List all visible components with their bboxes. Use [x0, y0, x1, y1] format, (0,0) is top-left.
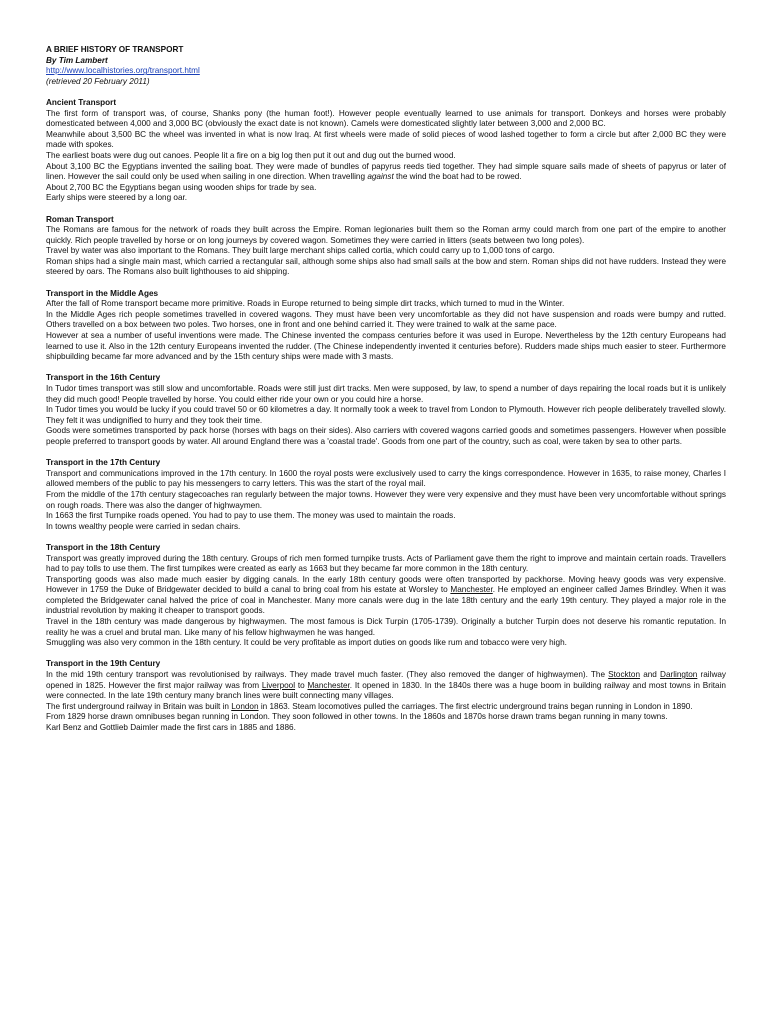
section-17th-century [46, 458, 726, 532]
paragraph: About 2,700 BC the Egyptians began using wooden ships for trade by sea. [46, 182, 317, 192]
paragraph: Transport and communications improved in the 17th century. In 1600 the royal posts were exclusively used to carry the kings correspondence. However in 1635, to raise money, Charles I allowed members of the public to pay his messengers to carry letters. This was the start of the royal mail. [46, 468, 726, 489]
document-title: A BRIEF HISTORY OF TRANSPORT [46, 45, 184, 54]
paragraph: From the middle of the 17th century stagecoaches ran regularly between the major towns. However they were very expensive and they must have been very uncomfortable without springs on rough roads. There was also the danger of highwaymen. [46, 489, 726, 510]
paragraph: From 1829 horse drawn omnibuses began running in London. They soon followed in other towns. In the 1860s and 1870s horse drawn trams began running in many towns. [46, 712, 668, 722]
paragraph: After the fall of Rome transport became more primitive. Roads in Europe returned to being simple dirt tracks, which turned to mud in the Winter. [46, 299, 565, 309]
section-heading: Roman Transport [46, 214, 114, 224]
retrieved-date: (retrieved 20 February 2011) [46, 76, 150, 86]
paragraph: Travel in the 18th century was made dangerous by highwaymen. The most famous is Dick Turpin (1705-1739). Originally a butcher Turpin does not deserve his romantic reputation. In reality he was a cruel and brutal man. Like many of his fellow highwaymen he was hanged. [46, 617, 726, 637]
section-middle-ages [46, 289, 726, 363]
section-heading: Transport in the 17th Century [46, 458, 161, 468]
link-stockton[interactable]: Stockton [608, 670, 641, 680]
paragraph: The Romans are famous for the network of roads they built across the Empire. Roman legionaries built them so the Roman army could march from one part of the empire to another quickly. Rich people travelled by horse or on long journeys by covered wagon. Sometimes they were carried in litters (seats between two long poles). [46, 225, 726, 245]
link-liverpool[interactable]: Liverpool [261, 680, 296, 690]
link-darlington[interactable]: Darlington [660, 670, 698, 680]
paragraph: The earliest boats were dug out canoes. People lit a fire on a big log then put it out and dug out the burned wood. [46, 150, 456, 160]
document-header [46, 45, 726, 87]
section-ancient-transport [46, 98, 726, 204]
paragraph: Early ships were steered by a long oar. [46, 193, 188, 203]
section-heading: Transport in the 18th Century [46, 542, 161, 552]
paragraph: In Tudor times transport was still slow and uncomfortable. Roads were still just dirt tracks. Men were supposed, by law, to spend a number of days repairing the local roads but it is unlikely they did much good! People travelled by horse. You could either ride your own or you could hire a horse. [46, 384, 726, 404]
link-manchester[interactable]: Manchester [307, 680, 350, 690]
section-19th-century [46, 659, 726, 733]
paragraph: Transporting goods was also made much easier by digging canals. In the early 18th century goods were often transported by packhorse. Moving heavy goods was very expensive. However in 1759 the Duke of Bridgewater decided to build a canal to bring coal from his estate at Worsley to Manchester. He employed an engineer called James Brindley. When it was completed the Bridgewater canal halved the price of coal in Manchester. Many more canals were dug in the late 18th century and the early 19th century. They played a major role in the industrial revolution by making it cheaper to transport goods. [46, 574, 726, 616]
paragraph: Smuggling was also very common in the 18th century. It could be very profitable as import duties on goods like rum and tobacco were very high. [46, 638, 567, 648]
paragraph: In the Middle Ages rich people sometimes travelled in covered wagons. They must have been very uncomfortable as they did not have suspension and roads were bumpy and rutted. Others travelled on a box between two poles. Two horses, one in front and one behind carried it. They were trained to walk at the same pace. [46, 309, 726, 330]
paragraph: However at sea a number of useful inventions were made. The Chinese invented the compass centuries before it was used in Europe. Nevertheless by the 12th century Europeans had learned to use it. Also in the 12th century Europeans invented the rudder. (The Chinese independently invented it centuries before). Rudders made ships much easier to steer. Furthermore shipbuilding became far more advanced and by the 15th century ships were made with 3 masts. [46, 331, 726, 362]
paragraph: Karl Benz and Gottlieb Daimler made the first cars in 1885 and 1886. [46, 723, 296, 732]
paragraph: In towns wealthy people were carried in sedan chairs. [46, 521, 241, 531]
link-manchester[interactable]: Manchester [450, 585, 493, 595]
paragraph: The first underground railway in Britain was built in London in 1863. Steam locomotives pulled the carriages. The first electric underground trains began running in London in 1890. [46, 701, 693, 711]
section-heading: Transport in the 19th Century [46, 659, 161, 669]
paragraph: Travel by water was also important to the Romans. They built large merchant ships called cortia, which could carry up to 1,000 tons of cargo. [46, 246, 555, 256]
section-heading: Ancient Transport [46, 97, 117, 107]
paragraph: Transport was greatly improved during the 18th century. Groups of rich men formed turnpike trusts. Acts of Parliament gave them the right to improve and maintain certain roads. Travellers had to pay tolls to use them. The first turnpikes were created as early as 1663 but they became far more common in the 18th century. [46, 553, 726, 574]
section-16th-century [46, 373, 726, 447]
section-roman-transport [46, 215, 726, 279]
paragraph: Goods were sometimes transported by pack horse (horses with bags on their sides). Also carriers with covered wagons carried goods and sometimes passengers. However when possible people preferred to transport goods by water. All around England there was a 'coastal trade'. Goods from one part of the country, such as coal, were taken by sea to other parts. [46, 426, 726, 446]
section-18th-century [46, 543, 726, 649]
section-heading: Transport in the Middle Ages [46, 288, 159, 298]
source-url-link[interactable]: http://www.localhistories.org/transport.html [46, 66, 200, 76]
paragraph: In Tudor times you would be lucky if you could travel 50 or 60 kilometres a day. It normally took a week to travel from London to Plymouth. However rich people deliberately travelled slowly. They felt it was undignified to hurry and they took their time. [46, 405, 726, 425]
paragraph: The first form of transport was, of course, Shanks pony (the human foot!). However people eventually learned to use animals for transport. Donkeys and horses were probably domesticated between 4,000 and 3,000 BC (obviously the exact date is not known). Camels were domesticated slightly later between 3,000 and 2,000 BC. [46, 108, 726, 129]
paragraph: In 1663 the first Turnpike roads opened. You had to pay to use them. The money was used to maintain the roads. [46, 511, 456, 521]
paragraph: Meanwhile about 3,500 BC the wheel was invented in what is now Iraq. At first wheels were made of solid pieces of wood lashed together to form a circle but after 2,000 BC they were made with spokes. [46, 129, 726, 150]
paragraph: Roman ships had a single main mast, which carried a rectangular sail, although some ships also had small sails at the bow and stern. Roman ships did not have rudders. Instead they were steered by oars. The Romans also built lighthouses to aid shipping. [46, 256, 726, 277]
paragraph: In the mid 19th century transport was revolutionised by railways. They made travel much faster. (They also removed the danger of highwaymen). The Stockton and Darlington railway opened in 1825. However the first major railway was from Liverpool to Manchester. It opened in 1830. In the 1840s there was a huge boom in building railway and most towns in Britain were connected. In the late 19th century many branch lines were built connecting many villages. [46, 670, 727, 701]
section-heading: Transport in the 16th Century [46, 373, 161, 383]
paragraph: About 3,100 BC the Egyptians invented the sailing boat. They were made of bundles of papyrus reeds tied together. They had simple square sails made of sheets of papyrus or later of linen. However the sail could only be used when sailing in one direction. When travelling against the wind the boat had to be rowed. [46, 161, 726, 182]
document-page [46, 45, 726, 734]
document-author: By Tim Lambert [46, 55, 108, 65]
link-london[interactable]: London [231, 701, 259, 711]
